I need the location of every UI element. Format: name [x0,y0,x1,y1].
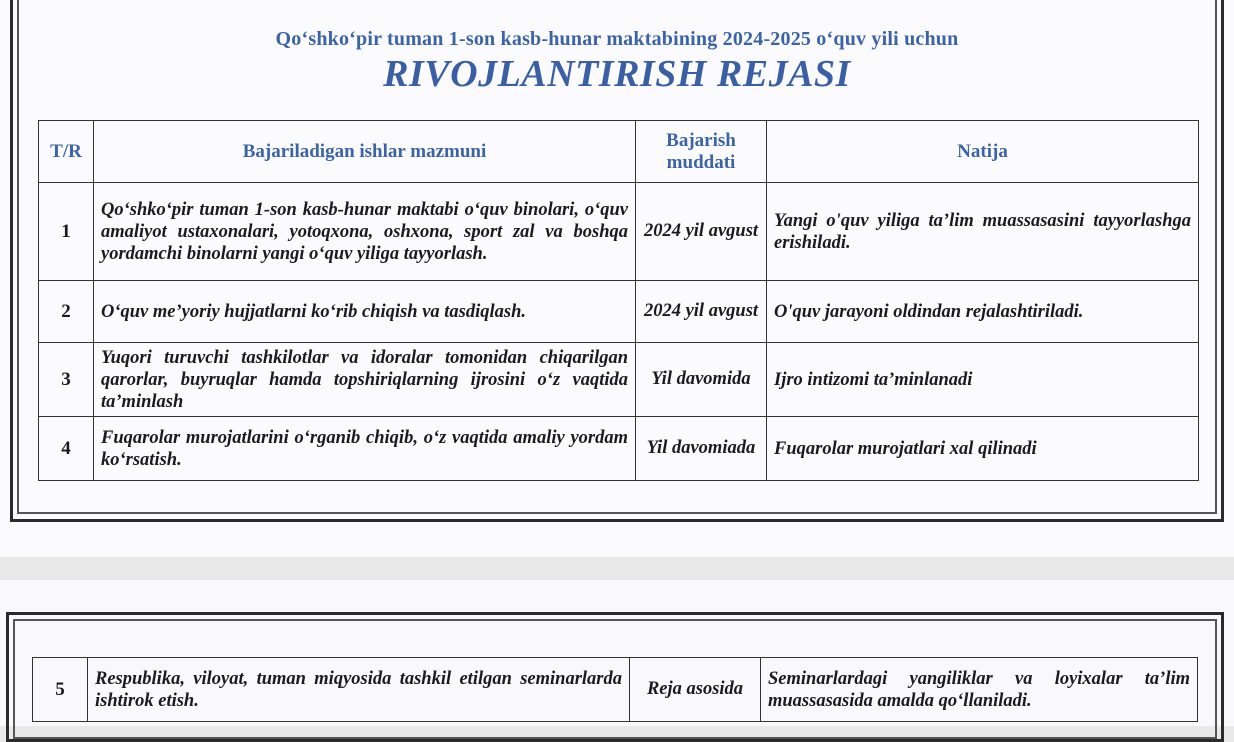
table-header-row [39,121,1199,183]
row-result: Ijro intizomi ta’minlanadi [767,343,1199,417]
header-task: Bajariladigan ishlar mazmuni [94,121,636,183]
row-result: Seminarlardagi yangiliklar va loyixalar ta’lim muassasasida amalda qo‘llaniladi. [761,658,1198,722]
header-num: T/R [39,121,94,183]
document-subtitle: Qo‘shko‘pir tuman 1-son kasb-hunar maktabining 2024-2025 o‘quv yili uchun [275,28,959,50]
header-result: Natija [767,121,1199,183]
plan-table-continued [32,657,1198,722]
row-num: 4 [39,417,94,481]
row-task: Respublika, viloyat, tuman miqyosida tashkil etilgan seminarlarda ishtirok etish. [88,658,630,722]
row-num: 1 [39,183,94,281]
row-result: O'quv jarayoni oldindan rejalashtiriladi. [767,281,1199,343]
row-term: 2024 yil avgust [636,183,767,281]
row-term: Reja asosida [630,658,761,722]
row-num: 5 [33,658,88,722]
document-title: RIVOJLANTIRISH REJASI [383,53,851,95]
row-task: O‘quv me’yoriy hujjatlarni ko‘rib chiqish va tasdiqlash. [94,281,636,343]
row-num: 3 [39,343,94,417]
row-task: Qo‘shko‘pir tuman 1-son kasb-hunar maktabi o‘quv binolari, o‘quv amaliyot ustaxonalari, yotoqxona, oshxona, sport zal va boshqa yordamchi binolarni yangi o‘quv yiliga tayyorlash. [94,183,636,281]
table-row [39,183,1199,281]
table-row [39,343,1199,417]
plan-table [38,120,1199,481]
row-result: Yangi o'quv yiliga ta’lim muassasasini tayyorlashga erishiladi. [767,183,1199,281]
row-term: Yil davomiada [636,417,767,481]
table-row [33,658,1198,722]
header-term: Bajarish muddati [636,121,767,183]
row-task: Yuqori turuvchi tashkilotlar va idoralar tomonidan chiqarilgan qarorlar, buyruqlar hamda topshiriqlarning ijrosini o‘z vaqtida ta’minlash [94,343,636,417]
row-task: Fuqarolar murojatlarini o‘rganib chiqib, o‘z vaqtida amaliy yordam ko‘rsatish. [94,417,636,481]
row-term: Yil davomida [636,343,767,417]
table-row [39,281,1199,343]
row-num: 2 [39,281,94,343]
row-term: 2024 yil avgust [636,281,767,343]
table-row [39,417,1199,481]
row-result: Fuqarolar murojatlari xal qilinadi [767,417,1199,481]
